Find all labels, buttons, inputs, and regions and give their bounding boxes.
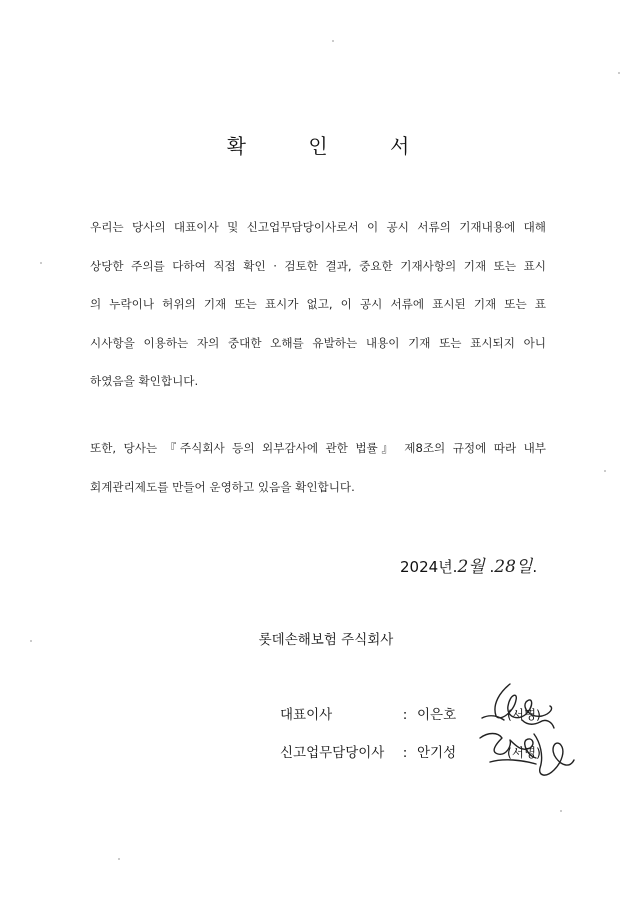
signer-seal-label: (서명) xyxy=(507,745,541,760)
scan-speck xyxy=(332,40,334,42)
scan-speck xyxy=(560,810,562,812)
scan-speck xyxy=(30,640,32,642)
internal-control-paragraph xyxy=(90,441,546,518)
paragraph-line: 하였음을 확인합니다. xyxy=(90,374,199,388)
signer-colon: : xyxy=(402,745,408,761)
signer-reporting-officer xyxy=(280,741,541,761)
confirmation-paragraph xyxy=(90,220,546,413)
paragraph-line: 의 누락이나 허위의 기재 또는 표시가 없고, 이 공시 서류에 표시된 기재 또는 표 xyxy=(90,297,546,311)
document-date xyxy=(400,552,537,577)
paragraph-line: 시사항을 이용하는 자의 중대한 오해를 유발하는 내용이 기재 또는 표시되지 아니 xyxy=(90,335,546,350)
signer-name: 이은호 xyxy=(417,707,457,723)
signer-role: 신고업무담당이사 xyxy=(280,745,385,761)
paragraph-line: 회계관리제도를 만들어 운영하고 있음을 확인합니다. xyxy=(90,479,355,494)
scan-speck xyxy=(40,262,42,264)
company-name: 롯데손해보험 주식회사 xyxy=(258,632,394,648)
paragraph-line: 상당한 주의를 다하여 직접 확인 · 검토한 결과, 중요한 기재사항의 기재 또는 표시 xyxy=(90,258,546,273)
signer-colon: : xyxy=(402,707,408,723)
date-year: 2024 xyxy=(400,558,439,576)
date-end: . xyxy=(532,558,538,576)
date-month: 2 xyxy=(457,557,469,577)
document-title: 확 인 서 xyxy=(226,134,438,158)
date-month-unit: 월 xyxy=(468,557,485,577)
signer-name: 안기성 xyxy=(417,745,457,761)
paragraph-line: 또한, 당사는 『주식회사 등의 외부감사에 관한 법률』 제8조의 규정에 따라 내부 xyxy=(90,441,546,455)
signer-ceo xyxy=(280,703,541,723)
date-day-unit: 일 xyxy=(515,557,533,577)
scan-speck xyxy=(118,858,120,860)
scan-speck xyxy=(604,470,606,472)
scan-speck xyxy=(618,72,620,74)
date-day: 28 xyxy=(494,557,516,577)
handwritten-signatures xyxy=(470,672,580,792)
signer-role: 대표이사 xyxy=(280,707,333,723)
signer-seal-label: (서명) xyxy=(507,707,541,722)
date-year-unit: 년. xyxy=(438,558,458,576)
date-day-prefix: . xyxy=(484,558,495,576)
paragraph-line: 우리는 당사의 대표이사 및 신고업무담당이사로서 이 공시 서류의 기재내용에 대해 xyxy=(90,220,546,234)
